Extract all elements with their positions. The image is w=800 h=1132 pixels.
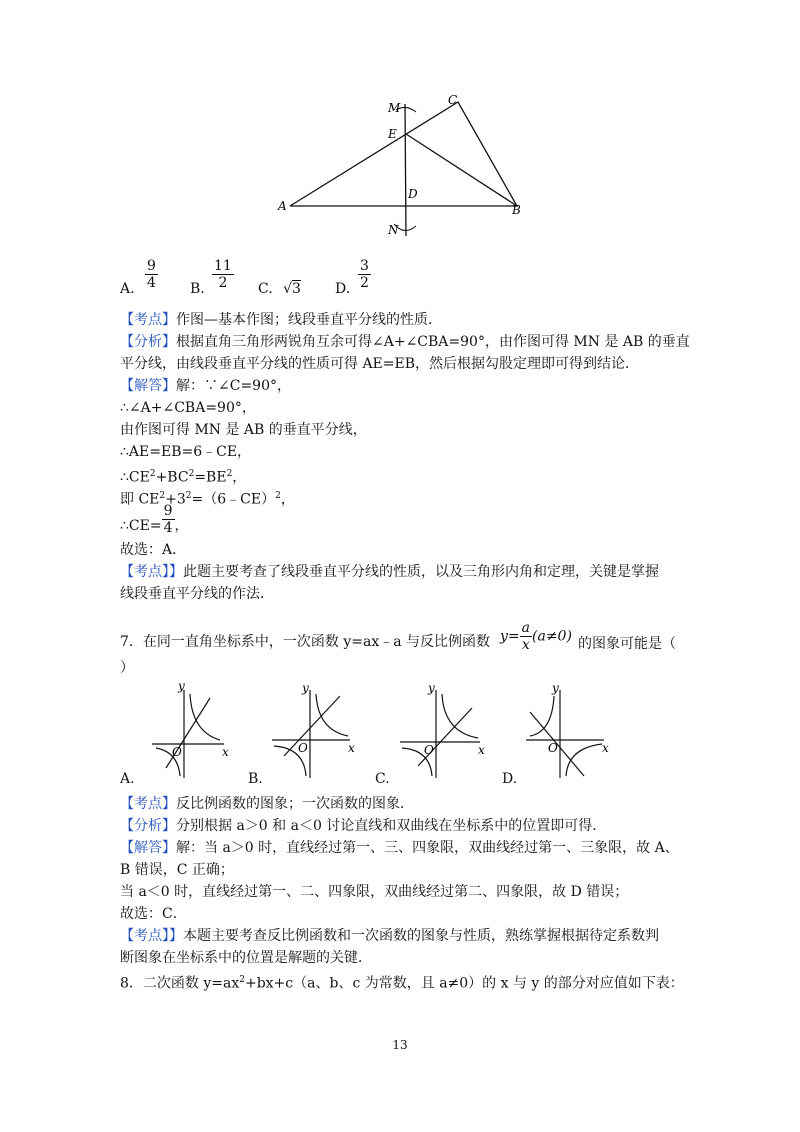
q6-step-ce: ∴CE= $\frac{9}{4}$ ，: [120, 502, 189, 536]
q7-choose: 故选：C．: [120, 906, 187, 922]
q7-jieda-1: 【解答】解：当 a＞0 时，直线经过第一、三、四象限，双曲线经过第一、三象限，故 A、: [120, 840, 679, 856]
graph-c-x: x: [478, 743, 485, 757]
option-c: C. √3: [258, 281, 301, 297]
label-b: B: [512, 203, 521, 217]
q7-jieda-3: 当 a＜0 时，直线经过第一、二、四象限，双曲线经过第二、四象限，故 D 错误；: [120, 884, 629, 900]
label-d: D: [408, 187, 418, 201]
triangle-figure: [270, 88, 540, 248]
q6-step-3: ∴AE=EB=6﹣CE，: [120, 444, 252, 460]
graph-d: [524, 682, 612, 780]
triangle-outline: [290, 102, 517, 206]
label-e: E: [388, 127, 397, 141]
graph-d-o: O: [548, 741, 558, 755]
q6-dianping-1: 【考点】】此题主要考查了线段垂直平分线的性质，以及三角形内角和定理，关键是掌握: [120, 564, 659, 580]
graph-c-y: y: [428, 682, 435, 695]
q6-choose: 故选：A．: [120, 542, 187, 558]
ce-fraction: $\frac{9}{4}$: [163, 502, 173, 536]
option-d: D.: [335, 281, 351, 297]
graph-c-o: O: [424, 743, 434, 757]
q6-step-5: 即 $CE^2+3^2=(6﹣CE)^2$，: [120, 491, 295, 508]
q7-option-d: D.: [502, 771, 518, 787]
option-d-fraction: $\frac{3}{2}$: [360, 258, 369, 291]
option-a-fraction: $\frac{9}{4}$: [147, 258, 156, 291]
graph-b-y: y: [302, 682, 309, 695]
q6-fenxi-2: 平分线，由线段垂直平分线的性质可得 AE=EB，然后根据勾股定理即可得到结论．: [120, 356, 640, 372]
label-m: M: [388, 101, 401, 115]
q7-option-c: C.: [375, 771, 390, 787]
graph-b-o: O: [298, 741, 308, 755]
graph-a-o: O: [172, 745, 182, 759]
q6-kaodian: 【考点】作图—基本作图；线段垂直平分线的性质．: [120, 312, 442, 328]
graph-a: [150, 682, 232, 780]
graph-a-x: x: [222, 745, 229, 759]
q7-dianping-1: 【考点】】本题主要考查反比例函数和一次函数的图象与性质，熟练掌握根据待定系数判: [120, 928, 659, 944]
graph-d-y: y: [552, 682, 559, 695]
q7-stem: 7．在同一直角坐标系中，一次函数 y=ax﹣a 与反比例函数: [120, 634, 491, 650]
q7-option-b: B.: [248, 771, 263, 787]
q7-kaodian: 【考点】反比例函数的图象；一次函数的图象．: [120, 796, 414, 812]
label-n: N: [388, 223, 399, 237]
q7-dianping-2: 断图象在坐标系中的位置是解题的关键．: [120, 950, 372, 966]
segment-eb: [406, 134, 517, 206]
option-a: A.: [120, 281, 135, 297]
q6-step-4: $\therefore CE^2+BC^2=BE^2$，: [120, 469, 247, 486]
formula-fraction: $\frac{a}{x}$: [521, 620, 531, 653]
q6-step-2: 由作图可得 MN 是 AB 的垂直平分线，: [120, 422, 367, 438]
graph-b: [270, 682, 358, 780]
q7-stem-close: ）: [120, 660, 134, 676]
bisector-mn: [405, 104, 406, 236]
q7-option-a: A.: [120, 771, 135, 787]
option-b-fraction: $\frac{11}{2}$: [214, 258, 232, 291]
label-c: C: [448, 93, 458, 107]
graph-d-x: x: [602, 741, 609, 755]
q7-stem-suffix: 的图象可能是（: [578, 636, 676, 652]
q7-jieda-2: B 错误，C 正确；: [120, 862, 234, 878]
page-number: 13: [392, 1038, 408, 1052]
q6-fenxi-1: 【分析】根据直角三角形两锐角互余可得∠A+∠CBA=90°，由作图可得 MN 是 AB 的垂直: [120, 334, 690, 350]
graph-c: [398, 682, 488, 780]
q7-formula: y= $\frac{a}{x}$ (a≠0): [500, 620, 572, 653]
q6-step-1: ∴∠A+∠CBA=90°，: [120, 400, 256, 416]
sqrt-symbol: √3: [283, 281, 301, 297]
graph-a-y: y: [178, 682, 185, 693]
label-a: A: [278, 199, 287, 213]
q6-jieda: 【解答】解：∵∠C=90°，: [120, 378, 291, 394]
q7-fenxi: 【分析】分别根据 a＞0 和 a＜0 讨论直线和双曲线在坐标系中的位置即可得．: [120, 818, 607, 834]
q6-dianping-2: 线段垂直平分线的作法．: [120, 586, 274, 602]
q8-stem: 8．二次函数 $y=ax^2+bx+c(a$、b、c 为常数，且 a≠0）的 x 与 y 的部分对应值如下表：: [120, 975, 684, 992]
graph-b-x: x: [348, 741, 355, 755]
option-b: B.: [190, 281, 205, 297]
